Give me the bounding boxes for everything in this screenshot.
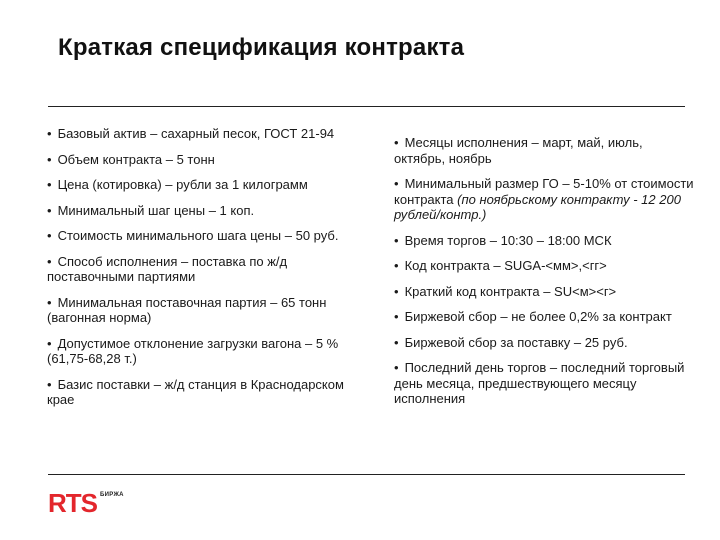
list-item: • Минимальная поставочная партия – 65 тонн (вагонная норма) (47, 294, 327, 325)
rts-logo-mark: RTS (48, 488, 97, 518)
list-item: • Допустимое отклонение загрузки вагона – 5 % (61,75-68,28 т.) (47, 335, 339, 366)
list-item: • Базис поставки – ж/д станция в Краснодарском крае (47, 376, 344, 407)
top-divider (48, 106, 685, 107)
rts-logo (48, 490, 124, 516)
list-item: • Объем контракта – 5 тонн (47, 151, 215, 167)
list-item: • Последний день торгов – последний торговый день месяца, предшествующего месяцу исполнения (394, 360, 685, 406)
page-title: Краткая спецификация контракта (58, 34, 465, 61)
left-spec-list (47, 126, 347, 418)
list-item: • Минимальный размер ГО – 5-10% от стоимости контракта (по ноябрьскому контракту - 12 200 рублей/контр.) (394, 176, 694, 222)
list-item: • Способ исполнения – поставка по ж/д поставочными партиями (47, 253, 288, 284)
margin-example-note: (по ноябрьскому контракту - 12 200 рублей/контр.) (394, 191, 681, 222)
right-spec-list (394, 135, 694, 417)
list-item: • Время торгов – 10:30 – 18:00 МСК (394, 232, 612, 248)
rts-logo-subtitle: БИРЖА (100, 492, 124, 498)
list-item: • Код контракта – SUGA-<мм>,<гг> (394, 258, 607, 273)
list-item: • Базовый актив – сахарный песок, ГОСТ 21-94 (47, 126, 335, 141)
list-item: • Биржевой сбор за поставку – 25 руб. (394, 334, 628, 350)
list-item: • Месяцы исполнения – март, май, июль, октябрь, ноябрь (394, 135, 643, 166)
list-item: • Минимальный шаг цены – 1 коп. (47, 202, 255, 218)
bottom-divider (48, 474, 685, 475)
list-item: • Краткий код контракта – SU<м><г> (394, 283, 617, 299)
list-item: • Стоимость минимального шага цены – 50 руб. (47, 228, 339, 243)
list-item: • Биржевой сбор – не более 0,2% за контракт (394, 309, 672, 324)
list-item: • Цена (котировка) – рубли за 1 килограмм (47, 177, 308, 192)
